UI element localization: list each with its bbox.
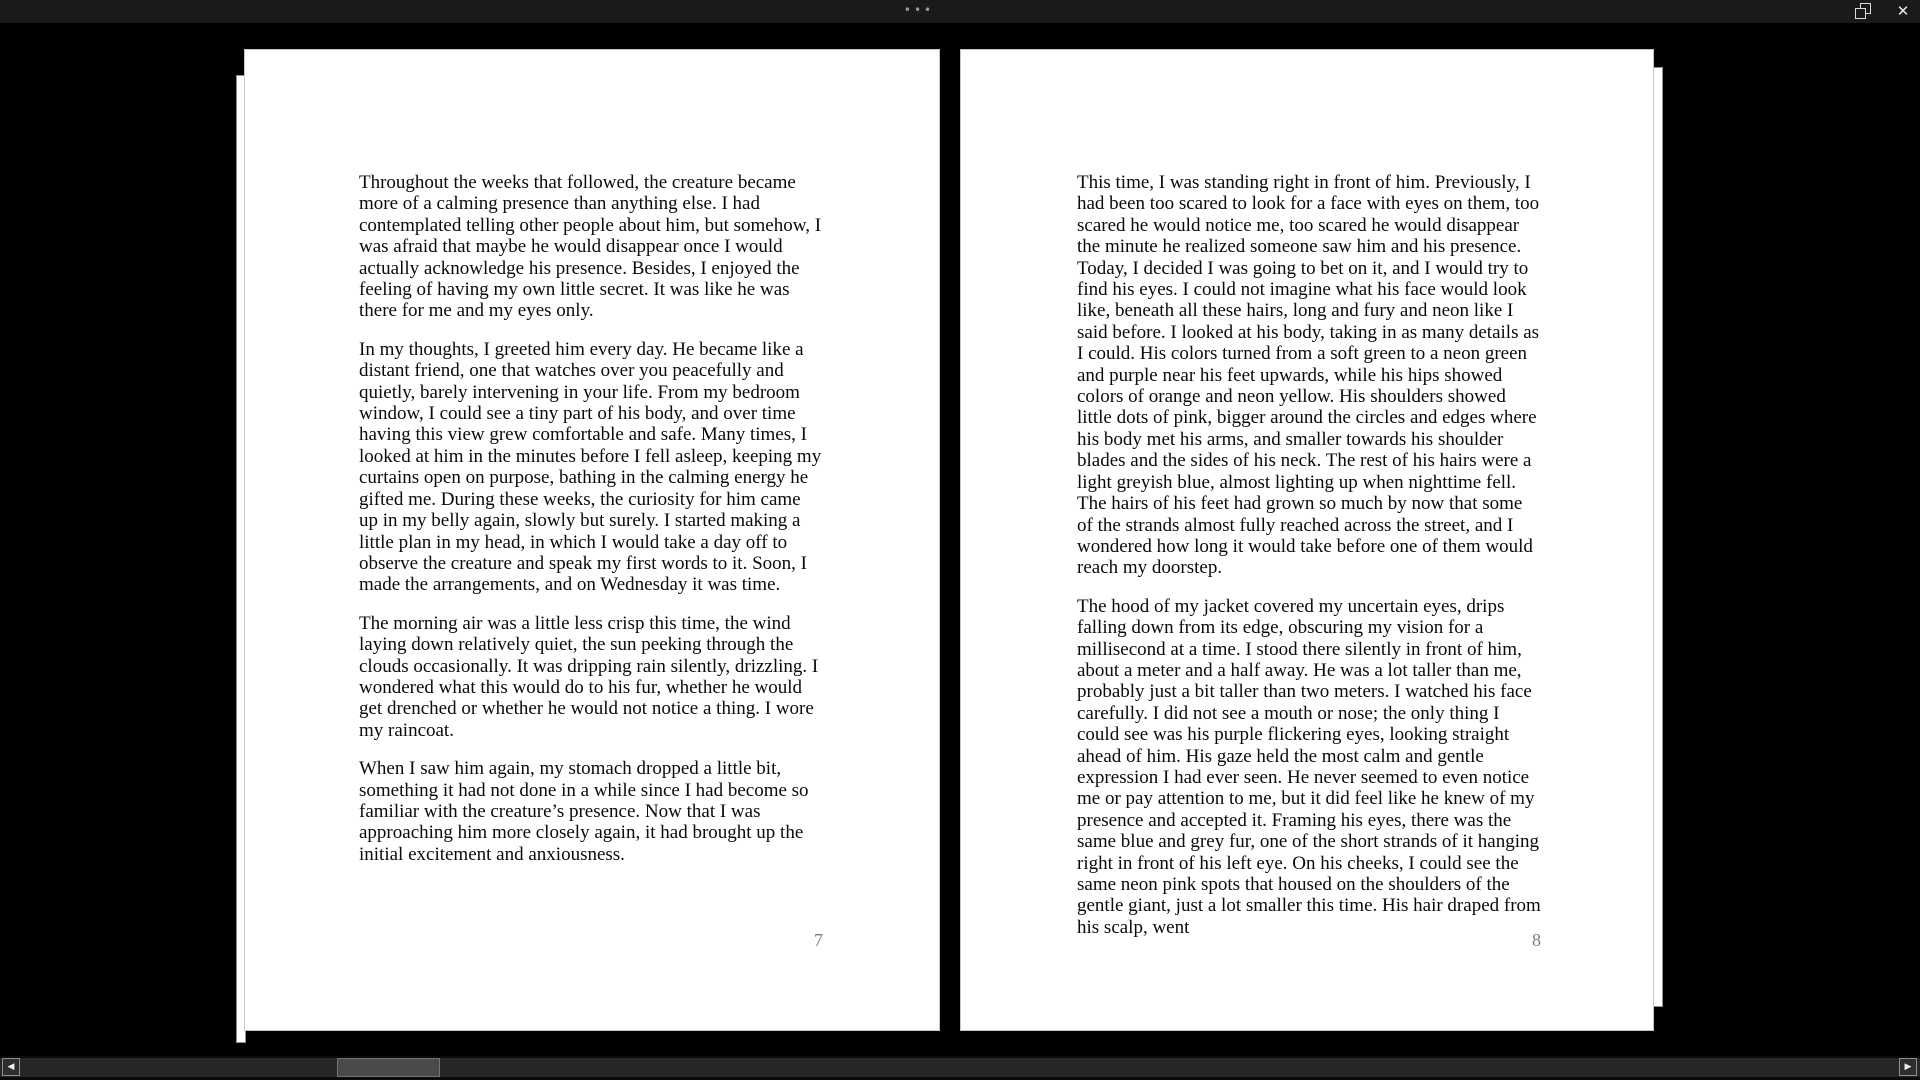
paragraph: The hood of my jacket covered my uncertain eyes, drips falling down from its edge, obscuring my vision for a millisecond at a time. I stood there silently in front of him, about a meter and a half away. He was a lot taller than me, probably just a bit taller than two meters. I watched his face carefully. I did not see a mouth or nose; the only thing I could see was his purple flickering eyes, looking straight ahead of him. His gaze held the most calm and gentle expression I had ever seen. He never seemed to even notice me or pay attention to me, but it did feel like he knew of my presence and accepted it. Framing his eyes, there was the same blue and grey fur, one of the short strands of it hanging right in front of his left eye. On his cheeks, I could see the same neon pink spots that housed on the shoulders of the gentle giant, just a lot smaller this time. His hair draped from his scalp, went: [1077, 595, 1541, 938]
right-arrow-icon: ▶: [1904, 1062, 1912, 1072]
scroll-right-button[interactable]: [1899, 1058, 1917, 1076]
horizontal-scrollbar: [0, 1056, 1920, 1080]
page-right-text: [1077, 172, 1541, 955]
scrollbar-thumb[interactable]: [337, 1058, 440, 1077]
paragraph: Throughout the weeks that followed, the creature became more of a calming presence than anything else. I had contemplated telling other people about him, but somehow, I was afraid that maybe he would disappear once I would actually acknowledge his presence. Besides, I enjoyed the feeling of having my own little secret. It was like he was there for me and my eyes only.: [359, 172, 822, 322]
page-right: [960, 49, 1654, 1031]
left-arrow-icon: ◀: [7, 1062, 15, 1072]
paragraph: In my thoughts, I greeted him every day. He became like a distant friend, one that watches over you peacefully and quietly, barely intervening in your life. From my bedroom window, I could see a tiny part of his body, and over time having this view grew comfortable and safe. Many times, I looked at him in the minutes before I fell asleep, keeping my curtains open on purpose, bathing in the calming energy he gifted me. During these weeks, the curiosity for him came up in my belly again, slowly but surely. I started making a little plan in my head, in which I would take a day off to observe the creature and speak my first words to it. Soon, I made the arrangements, and on Wednesday it was time.: [359, 338, 822, 596]
more-options-icon[interactable]: •••: [903, 3, 935, 17]
page-number-right: 8: [1532, 930, 1541, 950]
titlebar: [0, 0, 1920, 23]
restore-icon: [1855, 8, 1866, 19]
scrollbar-track[interactable]: [0, 1058, 1920, 1077]
page-number-left: 7: [814, 930, 823, 950]
paragraph: The morning air was a little less crisp this time, the wind laying down relatively quiet, the sun peeking through the clouds occasionally. It was dripping rain silently, drizzling. I wondered what this would do to his fur, whether he would get drenched or whether he would not notice a thing. I wore my raincoat.: [359, 612, 819, 741]
paragraph: This time, I was standing right in front of him. Previously, I had been too scared to look for a face with eyes on them, too scared he would notice me, too scared he would disappear the minute he realized someone saw him and his presence. Today, I decided I was going to bet on it, and I would try to find his eyes. I could not imagine what his face would look like, beneath all these hairs, long and fury and neon like I said before. I looked at his body, taking in as many details as I could. His colors turned from a soft green to a neon green and purple near his feet upwards, while his hips showed colors of orange and neon yellow. His shoulders showed little dots of pink, bigger around the circles and edges where his body met his arms, and smaller towards his shoulder blades and the sides of his neck. The rest of his hairs were a light greyish blue, almost lighting up when nighttime fell. The hairs of his feet had grown so much by now that some of the strands almost fully reached across the street, and I wondered how long it would take before one of them would reach my doorstep.: [1077, 172, 1540, 579]
page-stack-edge-right: [1653, 67, 1663, 1007]
paragraph: When I saw him again, my stomach dropped a little bit, something it had not done in a while since I had become so familiar with the creature’s presence. Now that I was approaching him more closely again, it had brought up the initial excitement and anxiousness.: [359, 758, 809, 865]
page-left-text: [359, 172, 823, 882]
restore-window-button[interactable]: [1855, 3, 1872, 20]
page-left: [244, 49, 940, 1031]
close-window-button[interactable]: ✕: [1896, 2, 1910, 20]
scroll-left-button[interactable]: [2, 1058, 20, 1076]
